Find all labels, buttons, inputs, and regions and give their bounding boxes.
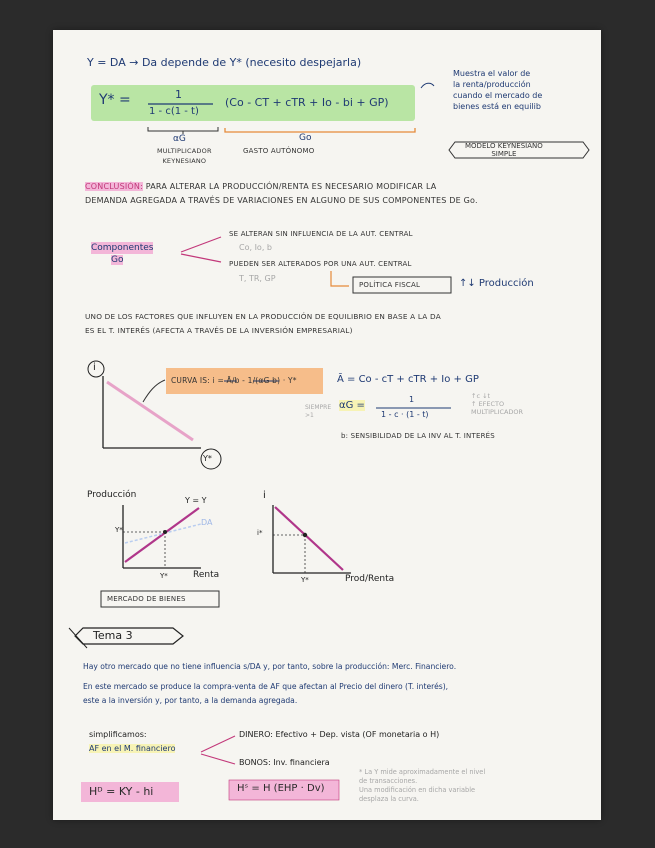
mercado-bienes-box: MERCADO DE BIENES	[107, 595, 186, 603]
tema-line2: En este mercado se produce la compra-venta de AF que afectan al Precio del dinero (T. interés),	[83, 682, 449, 691]
left-graph-x-label: Renta	[193, 570, 220, 580]
money-supply-formula: Hˢ = H (EHP · Dv)	[237, 783, 325, 794]
multiplier-lhs: Y* =	[99, 92, 131, 108]
da-label: DA	[201, 518, 213, 527]
is-downward-line	[275, 507, 343, 570]
efecto-note: ↑c ↓t ↑ EFECTO MULTIPLICADOR	[471, 392, 524, 416]
multiplier-paren: (Co - CT + cTR + Io - bi + GP)	[225, 96, 389, 109]
branch-controlled-sub: T, TR, GP	[239, 274, 276, 283]
go-desc: GASTO AUTÓNOMO	[243, 147, 315, 155]
notebook-page	[53, 30, 601, 820]
right-graph-x-label: Prod/Renta	[345, 574, 395, 584]
right-istar-label: i*	[257, 529, 263, 537]
branch-controlled: PUEDEN SER ALTERADOS POR UNA AUT. CENTRAL	[229, 260, 412, 268]
conclusion-line1: CONCLUSIÓN: PARA ALTERAR LA PRODUCCIÓN/RENTA ES NECESARIO MODIFICAR LA	[85, 182, 437, 191]
factor-line2: ES EL T. INTERÉS (AFECTA A TRAVÉS DE LA INVERSIÓN EMPRESARIAL)	[85, 326, 353, 335]
ag-eq-lhs: αG =	[339, 400, 365, 411]
tema-line1: Hay otro mercado que no tiene influencia s/DA y, por tanto, sobre la producción: Merc. Financiero.	[83, 662, 457, 671]
left-ystar-x: Y*	[160, 572, 168, 580]
conclusion-label: CONCLUSIÓN:	[85, 182, 143, 191]
dinero-line: DINERO: Efectivo + Dep. vista (OF monetaria o H)	[239, 730, 440, 739]
factor-line1: UNO DE LOS FACTORES QUE INFLUYEN EN LA PRODUCCIÓN DE EQUILIBRIO EN BASE A LA DA	[85, 312, 441, 321]
conclusion-line2: DEMANDA AGREGADA A TRAVÉS DE VARIACIONES EN ALGUNO DE SUS COMPONENTES DE Go.	[85, 196, 478, 205]
tema-title: Tema 3	[93, 629, 133, 642]
is-axis-i: i	[93, 362, 96, 373]
branch-uncontrolled: SE ALTERAN SIN INFLUENCIA DE LA AUT. CENTRAL	[229, 230, 413, 238]
ag-label: αG	[173, 134, 186, 144]
right-graph-y-label: i	[263, 490, 266, 501]
right-ystar-label: Y*	[301, 576, 309, 584]
branch-uncontrolled-sub: Co, Io, b	[239, 243, 272, 252]
yy-label: Y = Y	[185, 496, 207, 505]
transaction-note: * La Y mide aproximadamente el nivel de transacciones. Una modificación en dicha variable desplaza la curva.	[359, 768, 486, 803]
ag-desc: MULTIPLICADOR KEYNESIANO	[157, 147, 212, 165]
go-label: Go	[299, 133, 312, 143]
header-equation: Y = DA → Da depende de Y* (necesito despejarla)	[87, 56, 362, 69]
components-label: Componentes Go	[91, 243, 154, 265]
fiscal-policy: POLÍTICA FISCAL	[359, 281, 421, 289]
yy-line	[125, 508, 199, 562]
left-ystar-axis: Y*	[115, 526, 123, 534]
multiplier-den: 1 - c(1 - t)	[149, 106, 199, 117]
left-graph-y-label: Producción	[87, 490, 137, 500]
model-box: MODELO KEYNESIANO SIMPLE	[465, 142, 543, 158]
is-axis-y: Y*	[203, 454, 212, 463]
produccion-arrows: ↑↓ Producción	[459, 278, 534, 289]
bonos-line: BONOS: Inv. financiera	[239, 758, 330, 767]
multiplier-num: 1	[175, 88, 182, 101]
ag-eq-den: 1 - c · (1 - t)	[381, 410, 429, 419]
money-demand-formula: Hᴰ = KY - hi	[89, 785, 154, 798]
tema-line3: este a la inversión y, por tanto, a la demanda agregada.	[83, 696, 298, 705]
ag-eq-num: 1	[409, 395, 415, 404]
b-description: b: SENSIBILIDAD DE LA INV AL T. INTERÉS	[341, 432, 495, 440]
siempre-note: SIEMPRE >1	[305, 404, 332, 419]
is-curve-label: CURVA IS: i = Ā/b - 1/(αG b) · Y*	[171, 376, 297, 385]
simplify-label: simplificamos:	[89, 730, 147, 739]
header-note: Muestra el valor de la renta/producción cuando el mercado de bienes está en equilib	[453, 69, 543, 111]
a-equation: Ā = Co - cT + cTR + Io + GP	[337, 374, 479, 385]
af-label: AF en el M. financiero	[89, 744, 176, 753]
